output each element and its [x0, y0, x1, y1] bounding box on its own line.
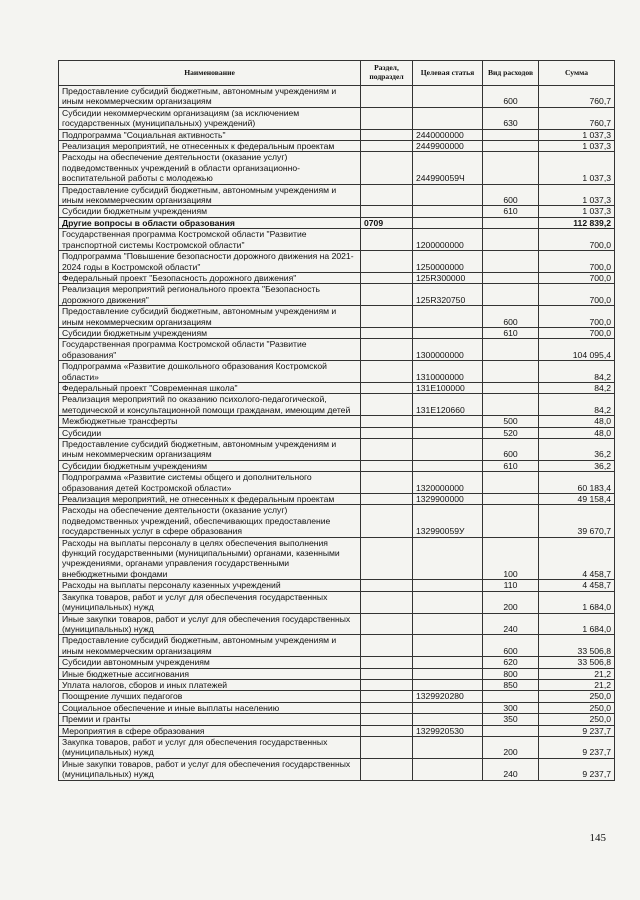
row-target: 2440000000 — [413, 129, 483, 140]
row-name: Предоставление субсидий бюджетным, автономным учреждениям и иным некоммерческим организациям — [59, 439, 361, 461]
table-row — [59, 107, 615, 129]
table-row — [59, 339, 615, 361]
table-row — [59, 394, 615, 416]
row-sum: 84,2 — [539, 382, 615, 393]
row-name: Федеральный проект "Современная школа" — [59, 382, 361, 393]
row-sum: 1 037,3 — [539, 141, 615, 152]
table-row — [59, 691, 615, 702]
row-sum: 1 684,0 — [539, 591, 615, 613]
row-name: Предоставление субсидий бюджетным, автономным учреждениям и иным некоммерческим организациям — [59, 184, 361, 206]
row-kind: 300 — [483, 702, 539, 713]
row-name: Закупка товаров, работ и услуг для обеспечения государственных (муниципальных) нужд — [59, 736, 361, 758]
row-name: Межбюджетные трансферты — [59, 416, 361, 427]
row-section — [361, 272, 413, 283]
row-section — [361, 86, 413, 108]
row-target: 1250000000 — [413, 251, 483, 273]
row-name: Государственная программа Костромской области "Развитие образования" — [59, 339, 361, 361]
table-row — [59, 635, 615, 657]
row-kind: 240 — [483, 613, 539, 635]
row-name: Государственная программа Костромской области "Развитие транспортной системы Костромской области" — [59, 229, 361, 251]
row-kind — [483, 472, 539, 494]
table-row — [59, 537, 615, 580]
row-target — [413, 86, 483, 108]
row-name: Предоставление субсидий бюджетным, автономным учреждениям и иным некоммерческим организациям — [59, 306, 361, 328]
row-kind: 630 — [483, 107, 539, 129]
row-sum: 1 037,3 — [539, 184, 615, 206]
row-section — [361, 184, 413, 206]
row-kind: 850 — [483, 679, 539, 690]
row-section — [361, 129, 413, 140]
table-row — [59, 382, 615, 393]
row-kind: 200 — [483, 736, 539, 758]
row-target: 1310000000 — [413, 361, 483, 383]
row-kind: 600 — [483, 439, 539, 461]
row-section — [361, 635, 413, 657]
row-sum: 1 037,3 — [539, 206, 615, 217]
row-section — [361, 494, 413, 505]
row-section — [361, 251, 413, 273]
table-row — [59, 416, 615, 427]
row-section — [361, 306, 413, 328]
row-sum: 760,7 — [539, 107, 615, 129]
row-section — [361, 460, 413, 471]
row-section: 0709 — [361, 217, 413, 228]
row-sum: 700,0 — [539, 229, 615, 251]
row-name: Предоставление субсидий бюджетным, автономным учреждениям и иным некоммерческим организациям — [59, 635, 361, 657]
row-section — [361, 361, 413, 383]
row-name: Подпрограмма «Развитие системы общего и дополнительного образования детей Костромской области» — [59, 472, 361, 494]
table-row — [59, 217, 615, 228]
row-kind — [483, 361, 539, 383]
row-section — [361, 758, 413, 780]
table-row — [59, 505, 615, 537]
table-row — [59, 657, 615, 668]
row-kind — [483, 505, 539, 537]
table-row — [59, 702, 615, 713]
table-row — [59, 206, 615, 217]
row-sum: 1 037,3 — [539, 152, 615, 184]
row-target — [413, 217, 483, 228]
table-row — [59, 679, 615, 690]
row-section — [361, 580, 413, 591]
row-sum: 48,0 — [539, 427, 615, 438]
row-name: Субсидии некоммерческим организациям (за исключением государственных (муниципальных) учреждений) — [59, 107, 361, 129]
table-row — [59, 229, 615, 251]
row-name: Подпрограмма «Развитие дошкольного образования Костромской области» — [59, 361, 361, 383]
row-sum: 1 684,0 — [539, 613, 615, 635]
row-kind — [483, 494, 539, 505]
row-section — [361, 591, 413, 613]
row-sum: 700,0 — [539, 306, 615, 328]
table-row — [59, 613, 615, 635]
row-sum: 700,0 — [539, 272, 615, 283]
row-section — [361, 691, 413, 702]
row-sum: 36,2 — [539, 460, 615, 471]
row-sum: 760,7 — [539, 86, 615, 108]
row-section — [361, 152, 413, 184]
table-row — [59, 439, 615, 461]
row-section — [361, 736, 413, 758]
row-section — [361, 439, 413, 461]
row-name: Субсидии бюджетным учреждениям — [59, 327, 361, 338]
row-target — [413, 416, 483, 427]
row-name: Расходы на выплаты персоналу казенных учреждений — [59, 580, 361, 591]
row-kind — [483, 141, 539, 152]
row-name: Расходы на обеспечение деятельности (оказание услуг) подведомственных учреждений в области организационно-воспитательной работы с молодежью — [59, 152, 361, 184]
row-kind: 610 — [483, 460, 539, 471]
header-kind: Вид расходов — [483, 61, 539, 86]
row-sum: 700,0 — [539, 251, 615, 273]
row-name: Расходы на выплаты персоналу в целях обеспечения выполнения функций государственными (муниципальными) органами, казенными учреждениями, органами управления государственными внебюджетными фондами — [59, 537, 361, 580]
row-name: Субсидии бюджетным учреждениям — [59, 460, 361, 471]
row-target — [413, 758, 483, 780]
row-target: 244990059Ч — [413, 152, 483, 184]
row-kind: 600 — [483, 184, 539, 206]
row-name: Социальное обеспечение и иные выплаты населению — [59, 702, 361, 713]
row-target — [413, 184, 483, 206]
row-kind — [483, 394, 539, 416]
row-sum: 9 237,7 — [539, 725, 615, 736]
row-sum: 9 237,7 — [539, 736, 615, 758]
row-name: Уплата налогов, сборов и иных платежей — [59, 679, 361, 690]
row-target: 125R300000 — [413, 272, 483, 283]
row-target — [413, 580, 483, 591]
row-kind: 600 — [483, 86, 539, 108]
row-name: Расходы на обеспечение деятельности (оказание услуг) подведомственных учреждений, обеспечивающих предоставление государственных услуг в сфере образования — [59, 505, 361, 537]
row-target — [413, 537, 483, 580]
row-kind: 100 — [483, 537, 539, 580]
table-row — [59, 668, 615, 679]
table-row — [59, 129, 615, 140]
table-row — [59, 361, 615, 383]
row-target — [413, 107, 483, 129]
row-section — [361, 416, 413, 427]
table-row — [59, 284, 615, 306]
row-kind — [483, 152, 539, 184]
row-section — [361, 394, 413, 416]
row-sum: 36,2 — [539, 439, 615, 461]
row-section — [361, 702, 413, 713]
row-target — [413, 591, 483, 613]
header-sum: Сумма — [539, 61, 615, 86]
row-section — [361, 505, 413, 537]
row-sum: 33 506,8 — [539, 657, 615, 668]
row-target: 2449900000 — [413, 141, 483, 152]
row-section — [361, 613, 413, 635]
row-kind — [483, 217, 539, 228]
table-body — [59, 86, 615, 781]
row-name: Федеральный проект "Безопасность дорожного движения" — [59, 272, 361, 283]
row-sum: 4 458,7 — [539, 537, 615, 580]
table-row — [59, 714, 615, 725]
row-name: Поощрение лучших педагогов — [59, 691, 361, 702]
row-sum: 700,0 — [539, 284, 615, 306]
row-sum: 49 158,4 — [539, 494, 615, 505]
row-target — [413, 668, 483, 679]
table-row — [59, 327, 615, 338]
table-row — [59, 251, 615, 273]
row-section — [361, 206, 413, 217]
row-target — [413, 679, 483, 690]
table-row — [59, 494, 615, 505]
row-sum: 250,0 — [539, 714, 615, 725]
header-name: Наименование — [59, 61, 361, 86]
row-kind — [483, 272, 539, 283]
table-row — [59, 580, 615, 591]
row-sum: 21,2 — [539, 668, 615, 679]
row-kind — [483, 229, 539, 251]
row-kind — [483, 725, 539, 736]
row-name: Реализация мероприятий, не отнесенных к федеральным проектам — [59, 494, 361, 505]
row-target — [413, 427, 483, 438]
row-target — [413, 439, 483, 461]
row-section — [361, 141, 413, 152]
row-name: Субсидии бюджетным учреждениям — [59, 206, 361, 217]
row-sum: 4 458,7 — [539, 580, 615, 591]
row-target: 1200000000 — [413, 229, 483, 251]
row-kind: 240 — [483, 758, 539, 780]
row-target: 1300000000 — [413, 339, 483, 361]
table-row — [59, 427, 615, 438]
row-sum: 250,0 — [539, 702, 615, 713]
row-name: Иные закупки товаров, работ и услуг для обеспечения государственных (муниципальных) нужд — [59, 758, 361, 780]
row-kind: 800 — [483, 668, 539, 679]
row-section — [361, 382, 413, 393]
row-kind: 500 — [483, 416, 539, 427]
row-name: Субсидии автономным учреждениям — [59, 657, 361, 668]
row-section — [361, 327, 413, 338]
row-sum: 1 037,3 — [539, 129, 615, 140]
row-kind — [483, 339, 539, 361]
row-target — [413, 702, 483, 713]
row-name: Реализация мероприятий по оказанию психолого-педагогической, методической и консультационной помощи гражданам, имеющим детей — [59, 394, 361, 416]
table-row — [59, 472, 615, 494]
row-sum: 84,2 — [539, 394, 615, 416]
row-section — [361, 714, 413, 725]
row-name: Другие вопросы в области образования — [59, 217, 361, 228]
row-target: 131E120660 — [413, 394, 483, 416]
row-target — [413, 306, 483, 328]
table-row — [59, 152, 615, 184]
row-name: Закупка товаров, работ и услуг для обеспечения государственных (муниципальных) нужд — [59, 591, 361, 613]
row-kind: 610 — [483, 327, 539, 338]
row-kind — [483, 129, 539, 140]
row-kind — [483, 284, 539, 306]
row-sum: 33 506,8 — [539, 635, 615, 657]
row-target: 1320000000 — [413, 472, 483, 494]
row-sum: 112 839,2 — [539, 217, 615, 228]
row-section — [361, 657, 413, 668]
row-kind — [483, 251, 539, 273]
row-kind: 600 — [483, 635, 539, 657]
row-target: 1329920530 — [413, 725, 483, 736]
row-kind — [483, 382, 539, 393]
row-name: Субсидии — [59, 427, 361, 438]
row-name: Предоставление субсидий бюджетным, автономным учреждениям и иным некоммерческим организациям — [59, 86, 361, 108]
row-target: 1329920280 — [413, 691, 483, 702]
table-row — [59, 86, 615, 108]
row-sum: 60 183,4 — [539, 472, 615, 494]
table-row — [59, 272, 615, 283]
table-header-row — [59, 61, 615, 86]
row-sum: 84,2 — [539, 361, 615, 383]
row-sum: 250,0 — [539, 691, 615, 702]
table-row — [59, 184, 615, 206]
row-section — [361, 668, 413, 679]
table-row — [59, 306, 615, 328]
header-target: Целевая статья — [413, 61, 483, 86]
row-target — [413, 327, 483, 338]
row-sum: 21,2 — [539, 679, 615, 690]
row-section — [361, 107, 413, 129]
row-kind: 200 — [483, 591, 539, 613]
row-kind: 520 — [483, 427, 539, 438]
table-row — [59, 591, 615, 613]
table-row — [59, 758, 615, 780]
table-row — [59, 141, 615, 152]
budget-table — [58, 60, 615, 781]
row-kind: 610 — [483, 206, 539, 217]
row-section — [361, 472, 413, 494]
row-kind: 620 — [483, 657, 539, 668]
row-sum: 104 095,4 — [539, 339, 615, 361]
row-name: Реализация мероприятий, не отнесенных к федеральным проектам — [59, 141, 361, 152]
table-row — [59, 736, 615, 758]
row-target — [413, 736, 483, 758]
row-name: Иные закупки товаров, работ и услуг для обеспечения государственных (муниципальных) нужд — [59, 613, 361, 635]
row-target: 1329900000 — [413, 494, 483, 505]
row-kind: 350 — [483, 714, 539, 725]
table-row — [59, 725, 615, 736]
row-kind — [483, 691, 539, 702]
row-section — [361, 229, 413, 251]
row-target — [413, 206, 483, 217]
row-name: Иные бюджетные ассигнования — [59, 668, 361, 679]
row-target — [413, 613, 483, 635]
row-name: Подпрограмма "Повышение безопасности дорожного движения на 2021-2024 годы в Костромской области" — [59, 251, 361, 273]
row-target: 132990059У — [413, 505, 483, 537]
row-target: 131E100000 — [413, 382, 483, 393]
row-target — [413, 635, 483, 657]
header-section: Раздел, подраздел — [361, 61, 413, 86]
table-row — [59, 460, 615, 471]
row-kind: 110 — [483, 580, 539, 591]
row-section — [361, 284, 413, 306]
row-kind: 600 — [483, 306, 539, 328]
row-name: Подпрограмма "Социальная активность" — [59, 129, 361, 140]
row-section — [361, 339, 413, 361]
row-target: 125R320750 — [413, 284, 483, 306]
row-name: Премии и гранты — [59, 714, 361, 725]
row-section — [361, 725, 413, 736]
row-section — [361, 537, 413, 580]
row-target — [413, 714, 483, 725]
row-sum: 9 237,7 — [539, 758, 615, 780]
row-name: Мероприятия в сфере образования — [59, 725, 361, 736]
row-section — [361, 427, 413, 438]
row-sum: 39 670,7 — [539, 505, 615, 537]
row-sum: 700,0 — [539, 327, 615, 338]
row-target — [413, 460, 483, 471]
row-section — [361, 679, 413, 690]
row-sum: 48,0 — [539, 416, 615, 427]
page-number: 145 — [589, 832, 606, 844]
row-target — [413, 657, 483, 668]
row-name: Реализация мероприятий регионального проекта "Безопасность дорожного движения" — [59, 284, 361, 306]
